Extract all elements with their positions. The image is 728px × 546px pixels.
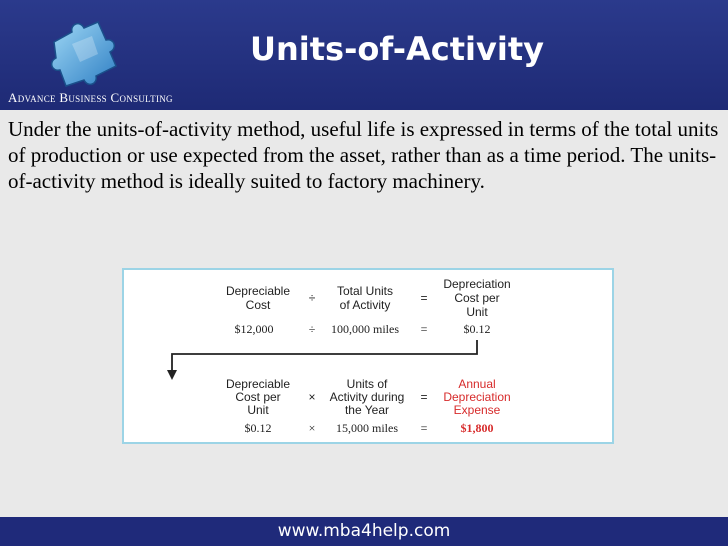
r2-term2-line2: Activity during bbox=[329, 390, 405, 404]
r1-value-cost: $12,000 bbox=[234, 322, 274, 336]
r2-term1-line2: Cost per bbox=[235, 390, 281, 404]
r1-term2-line2: of Activity bbox=[339, 298, 391, 312]
footer-bar bbox=[0, 517, 728, 546]
r2-op2: = bbox=[420, 390, 428, 404]
r2-term2-line3: the Year bbox=[344, 403, 390, 417]
puzzle-logo-icon bbox=[36, 14, 126, 92]
r1-result-line1: Depreciation bbox=[443, 277, 511, 291]
r2-value-op1: × bbox=[308, 421, 316, 435]
r1-value-op1: ÷ bbox=[308, 322, 316, 336]
formula-diagram bbox=[124, 270, 612, 442]
r1-term1-line1: Depreciable bbox=[225, 284, 291, 298]
r2-term2-line1: Units of bbox=[346, 377, 388, 391]
r2-result-line1: Annual bbox=[458, 377, 496, 391]
r2-result-line2: Depreciation bbox=[443, 390, 511, 404]
r2-term1-line3: Unit bbox=[247, 403, 269, 417]
r1-term2-line1: Total Units bbox=[336, 284, 394, 298]
connector-arrowhead-icon bbox=[167, 370, 177, 380]
formula-figure bbox=[122, 268, 614, 444]
r2-value-units: 15,000 miles bbox=[336, 421, 398, 435]
r1-op1: ÷ bbox=[308, 291, 316, 305]
r1-op2: = bbox=[420, 291, 428, 305]
r2-result-line3: Expense bbox=[453, 403, 501, 417]
r1-result-line2: Cost per bbox=[454, 291, 500, 305]
r1-term1-line2: Cost bbox=[245, 298, 271, 312]
header-bar bbox=[0, 0, 728, 110]
r1-value-op2: = bbox=[420, 322, 428, 336]
r2-op1: × bbox=[308, 390, 316, 404]
r2-value-rate: $0.12 bbox=[244, 421, 272, 435]
r1-value-units: 100,000 miles bbox=[331, 322, 399, 336]
r1-result-line3: Unit bbox=[466, 305, 488, 319]
connector-line bbox=[172, 340, 477, 374]
r1-value-result: $0.12 bbox=[463, 322, 491, 336]
brand-name: Advance Business Consulting bbox=[8, 90, 173, 105]
r2-value-result: $1,800 bbox=[460, 421, 494, 435]
slide-title: Units-of-Activity bbox=[250, 30, 544, 68]
r2-term1-line1: Depreciable bbox=[225, 377, 291, 391]
r2-value-op2: = bbox=[420, 421, 428, 435]
body-paragraph: Under the units-of-activity method, useful life is expressed in terms of the total units of production or use expected from the asset, rather than as a time period. The units-of-activity method is ideally suited to factory machinery. bbox=[8, 117, 719, 193]
footer-url: www.mba4help.com bbox=[277, 521, 451, 541]
